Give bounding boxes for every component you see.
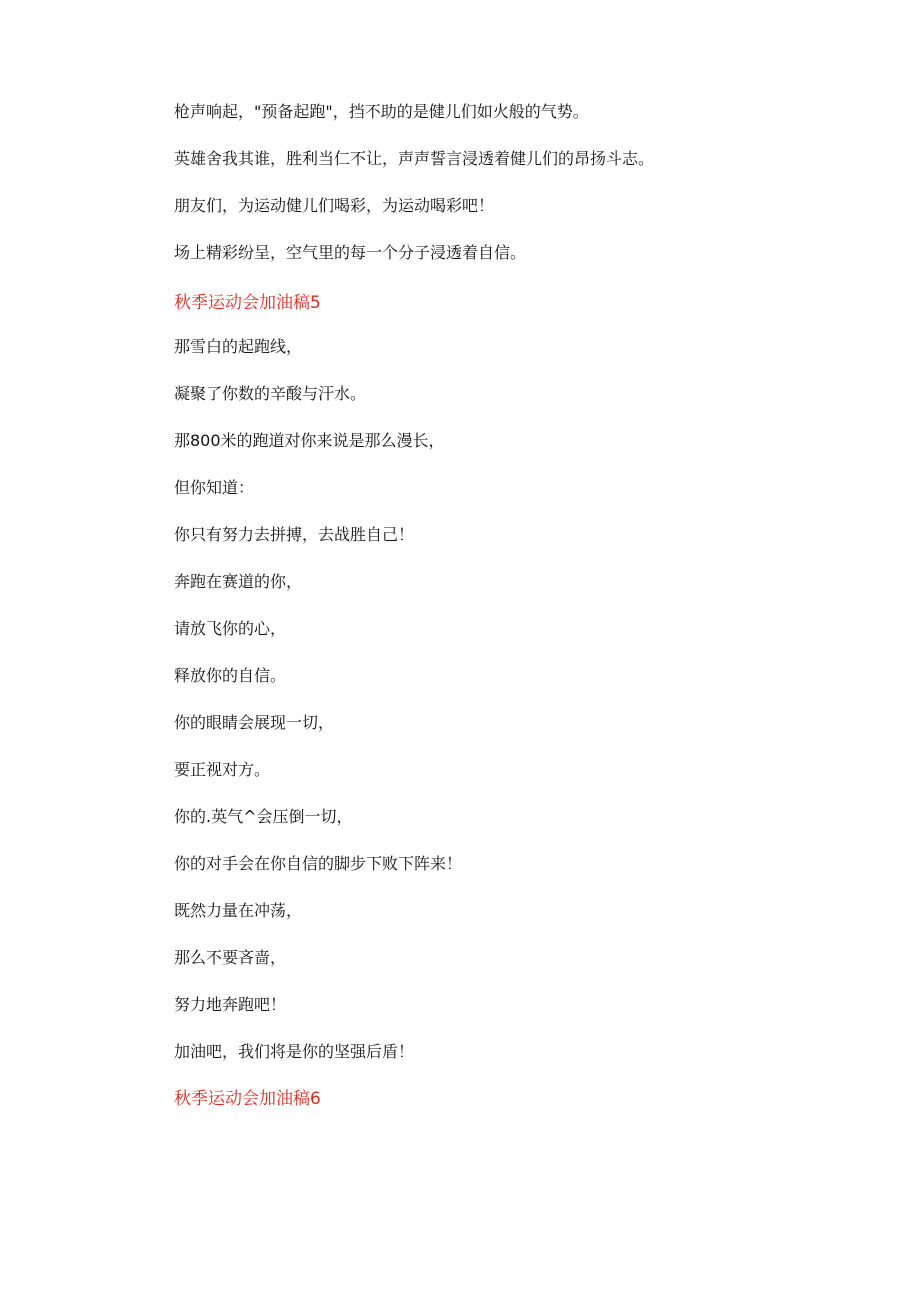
intro-line: 朋友们，为运动健儿们喝彩，为运动喝彩吧！ — [174, 196, 495, 215]
poem-line: 但你知道： — [174, 478, 255, 497]
poem-line: 凝聚了你数的辛酸与汗水。 — [174, 384, 367, 403]
poem-line: 要正视对方。 — [174, 760, 271, 779]
document-body — [174, 100, 874, 1131]
section-heading-5: 秋季运动会加油稿5 — [174, 293, 321, 313]
poem-line: 加油吧，我们将是你的坚强后盾！ — [174, 1042, 415, 1061]
poem-line: 那800米的跑道对你来说是那么漫长， — [174, 431, 445, 450]
intro-line: 场上精彩纷呈，空气里的每一个分子浸透着自信。 — [174, 243, 527, 262]
section-heading-6: 秋季运动会加油稿6 — [174, 1089, 321, 1109]
intro-line: 英雄舍我其谁，胜利当仁不让，声声誓言浸透着健儿们的昂扬斗志。 — [174, 149, 655, 168]
poem-line: 请放飞你的心， — [174, 619, 287, 638]
poem-line: 你的眼睛会展现一切， — [174, 713, 335, 732]
poem-line: 那么不要吝啬， — [174, 948, 287, 967]
poem-line: 既然力量在冲荡， — [174, 901, 303, 920]
poem-line: 那雪白的起跑线， — [174, 337, 303, 356]
intro-line: 枪声响起，"预备起跑"，挡不助的是健儿们如火般的气势。 — [174, 102, 589, 121]
poem-line: 奔跑在赛道的你， — [174, 572, 303, 591]
poem-line: 释放你的自信。 — [174, 666, 287, 685]
poem-line: 你只有努力去拼搏，去战胜自己！ — [174, 525, 415, 544]
poem-line: 努力地奔跑吧！ — [174, 995, 287, 1014]
poem-line: 你的.英气^会压倒一切， — [174, 807, 353, 826]
poem-line: 你的对手会在你自信的脚步下败下阵来！ — [174, 854, 463, 873]
